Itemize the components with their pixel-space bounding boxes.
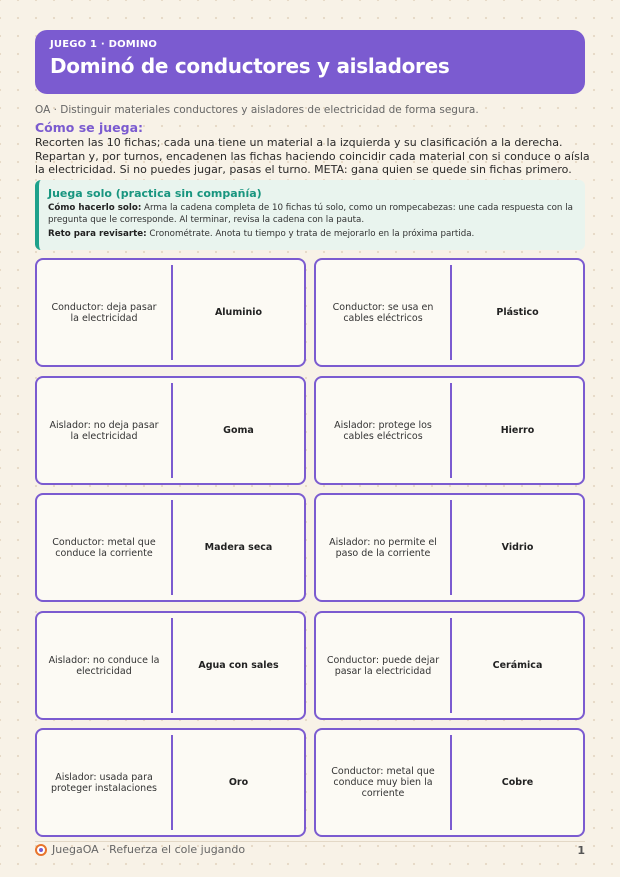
solo-challenge-paragraph xyxy=(48,229,575,241)
solo-how-label: Cómo hacerlo solo: xyxy=(48,203,142,213)
title-banner xyxy=(35,30,585,94)
tile-clue: Aislador: no deja pasar la electricidad xyxy=(49,419,159,442)
tile-material: Oro xyxy=(228,777,249,788)
tile-clue: Aislador: protege los cables eléctricos xyxy=(334,419,432,442)
juegaoa-logo-icon xyxy=(35,844,47,856)
rules-text: Recorten las 10 fichas; cada una tiene un material a la izquierda y su clasificación a la derecha. Repartan y, por turnos, encadenen las fichas haciendo coincidir cada material con si conduce o aísla la electricidad. Si no puedes jugar, pasas el turno. META: gana quien se quede sin fichas primero. xyxy=(35,136,590,176)
domino-tile xyxy=(314,493,585,602)
tile-material: Plástico xyxy=(496,307,539,318)
tile-clue: Conductor: metal que conduce muy bien la corriente xyxy=(331,766,435,799)
footer-divider xyxy=(35,841,585,842)
domino-tile xyxy=(35,728,306,837)
tile-clue: Conductor: se usa en cables eléctricos xyxy=(332,301,434,324)
tile-material: Hierro xyxy=(500,425,535,436)
tile-clue: Conductor: metal que conduce la corriente xyxy=(52,536,156,559)
domino-tile xyxy=(314,258,585,367)
domino-tile xyxy=(314,376,585,485)
tile-clue: Conductor: deja pasar la electricidad xyxy=(51,301,157,324)
page-title: Dominó de conductores y aisladores xyxy=(50,54,450,78)
domino-tile xyxy=(314,728,585,837)
tile-material: Cerámica xyxy=(492,660,543,671)
learning-objective: OA · Distinguir materiales conductores y aisladores de electricidad de forma segura. xyxy=(35,104,479,116)
solo-play-box xyxy=(35,180,585,250)
domino-tile xyxy=(35,611,306,720)
tile-clue: Aislador: usada para proteger instalaciones xyxy=(50,771,158,794)
domino-tile xyxy=(35,258,306,367)
footer-brand xyxy=(35,843,245,856)
tile-clue: Aislador: no conduce la electricidad xyxy=(48,654,160,677)
footer-brand-text: JuegaOA · Refuerza el cole jugando xyxy=(52,843,246,856)
solo-challenge-label: Reto para revisarte: xyxy=(48,229,147,239)
tile-material: Cobre xyxy=(501,777,534,788)
domino-tile xyxy=(314,611,585,720)
solo-challenge-text: Cronométrate. Anota tu tiempo y trata de mejorarlo en la próxima partida. xyxy=(146,229,475,239)
solo-how-paragraph xyxy=(48,203,575,226)
page-number: 1 xyxy=(577,844,585,857)
solo-how-text: Arma la cadena completa de 10 fichas tú solo, como un rompecabezas: une cada respuesta con la pregunta que le corresponde. Al terminar, revisa la cadena con la pauta. xyxy=(48,203,573,225)
tile-clue: Aislador: no permite el paso de la corriente xyxy=(329,536,437,559)
tile-clue: Conductor: puede dejar pasar la electricidad xyxy=(326,654,440,677)
tile-material: Madera seca xyxy=(204,542,273,553)
solo-title: Juega solo (practica sin compañía) xyxy=(48,187,262,200)
tile-material: Aluminio xyxy=(214,307,263,318)
tile-material: Agua con sales xyxy=(198,660,279,671)
game-kicker: JUEGO 1 · DOMINO xyxy=(50,39,158,50)
domino-tile xyxy=(35,493,306,602)
domino-tile xyxy=(35,376,306,485)
tile-material: Goma xyxy=(223,425,254,436)
tile-material: Vidrio xyxy=(501,542,534,553)
how-to-play-heading: Cómo se juega: xyxy=(35,120,144,135)
